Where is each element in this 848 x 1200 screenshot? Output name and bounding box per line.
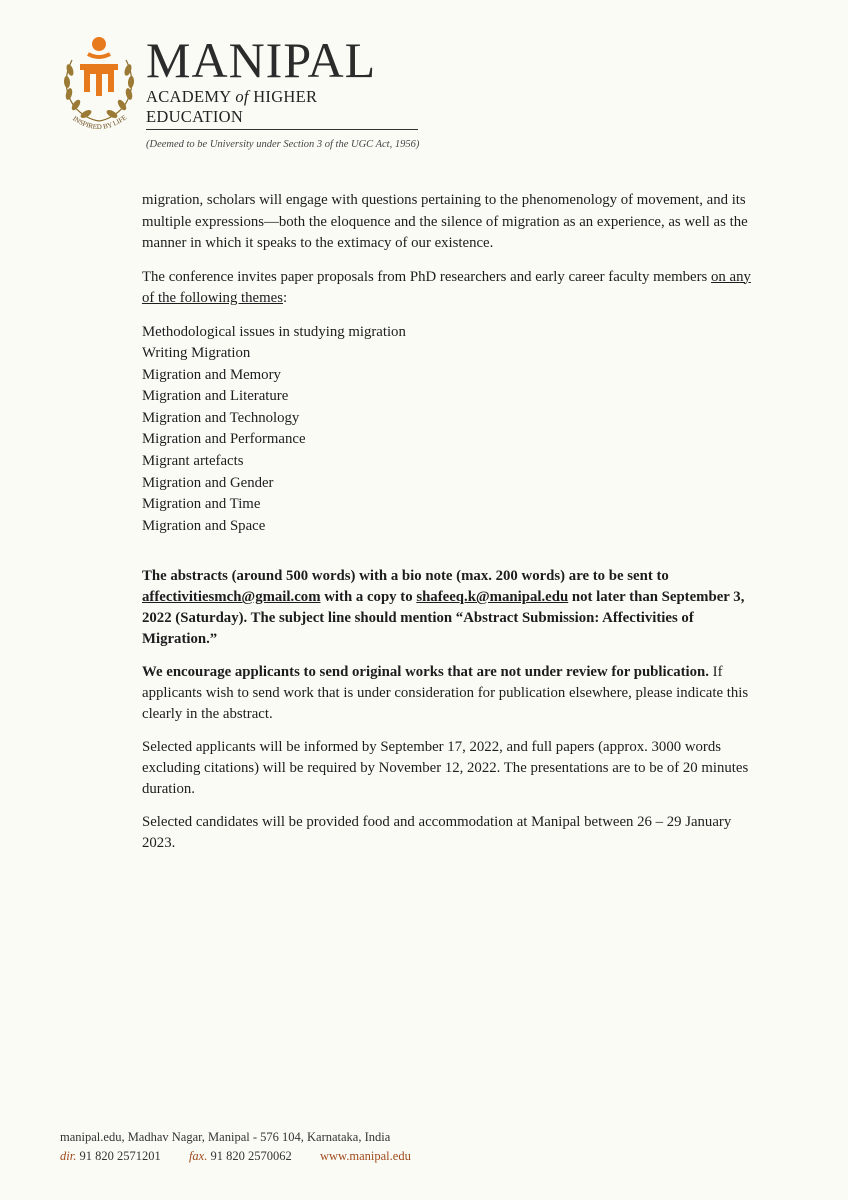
- svg-text:INSPIRED BY LIFE: [71, 114, 128, 131]
- list-item: Migration and Literature: [142, 388, 289, 405]
- fax-label: fax.: [188, 1149, 208, 1163]
- themes-list: [142, 322, 754, 538]
- list-item: Migration and Time: [142, 496, 261, 513]
- list-item: Writing Migration: [142, 345, 251, 362]
- letter-footer: [60, 1128, 411, 1166]
- brand-block: [146, 32, 420, 150]
- brand-subtitle: ACADEMY of HIGHER EDUCATION: [146, 87, 418, 130]
- footer-contacts: [60, 1147, 411, 1166]
- manipal-logo-icon: [58, 30, 140, 134]
- fax-number: 91 820 2570062: [210, 1149, 292, 1163]
- list-item: Migration and Gender: [142, 474, 274, 491]
- submission-paragraph: The abstracts (around 500 words) with a bio note (max. 200 words) are to be sent to affectivitiesmch@gmail.com with a copy to shafeeq.k@manipal.edu not later than September 3, 2022 (Saturday). The subject line should mention “Abstract Submission: Affectivities of Migration.”: [142, 568, 745, 647]
- list-item: Migration and Technology: [142, 409, 300, 426]
- list-item: Migrant artefacts: [142, 453, 244, 470]
- website-link[interactable]: www.manipal.edu: [319, 1149, 411, 1163]
- footer-address: manipal.edu, Madhav Nagar, Manipal - 576 104, Karnataka, India: [60, 1130, 391, 1144]
- letterhead: [58, 30, 458, 150]
- submission-section: [142, 566, 754, 866]
- invite-paragraph: The conference invites paper proposals from PhD researchers and early career faculty members on any of the following themes:: [142, 268, 751, 306]
- dir-label: dir.: [60, 1149, 77, 1163]
- email-link-copy[interactable]: shafeeq.k@manipal.edu: [416, 589, 569, 605]
- themes-underline: on any of the following themes: [142, 268, 751, 306]
- letter-body: [142, 190, 754, 537]
- email-link-primary[interactable]: affectivitiesmch@gmail.com: [142, 589, 321, 605]
- list-item: Migration and Performance: [142, 431, 306, 448]
- dir-number: 91 820 2571201: [79, 1149, 161, 1163]
- accommodation-paragraph: Selected candidates will be provided food and accommodation at Manipal between 26 – 29 January 2023.: [142, 814, 732, 851]
- selection-paragraph: Selected applicants will be informed by September 17, 2022, and full papers (approx. 3000 words excluding citations) will be required by November 12, 2022. The presentations are to be of 20 minutes duration.: [142, 739, 749, 797]
- brand-name: MANIPAL: [146, 32, 377, 88]
- list-item: Migration and Memory: [142, 366, 281, 383]
- list-item: Migration and Space: [142, 517, 266, 534]
- originality-paragraph: We encourage applicants to send original works that are not under review for publication. If applicants wish to send work that is under consideration for publication elsewhere, please indicate this clearly in the abstract.: [142, 664, 749, 722]
- seal-text: INSPIRED BY LIFE: [71, 113, 129, 132]
- list-item: Methodological issues in studying migration: [142, 323, 406, 340]
- intro-paragraph: migration, scholars will engage with questions pertaining to the phenomenology of movement, and its multiple expressions—both the eloquence and the silence of migration as an experience, as well as the manner in which it speaks to the extimacy of our existence.: [142, 192, 748, 251]
- deemed-university-note: (Deemed to be University under Section 3 of the UGC Act, 1956): [146, 139, 420, 150]
